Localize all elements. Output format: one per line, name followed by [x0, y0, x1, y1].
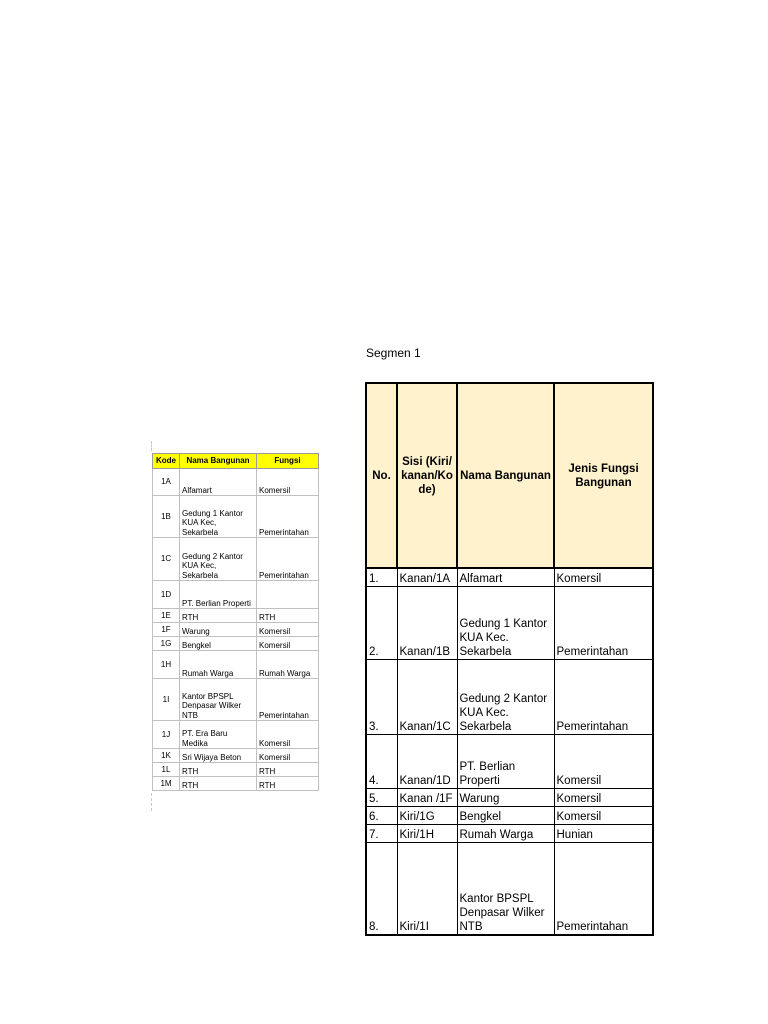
cell-fungsi: RTH	[257, 777, 319, 791]
cell-sisi: Kanan/1C	[397, 659, 457, 734]
cell-fungsi: Rumah Warga	[257, 651, 319, 679]
cell-jenis: Pemerintahan	[554, 842, 653, 935]
cell-no: 2.	[366, 586, 397, 659]
cell-nama: RTH	[180, 763, 257, 777]
cell-kode: 1F	[153, 623, 180, 637]
cell-fungsi: RTH	[257, 763, 319, 777]
cell-nama: RTH	[180, 777, 257, 791]
cell-nama: Gedung 2 Kantor KUA Kec. Sekarbela	[457, 659, 554, 734]
cell-fungsi: Komersil	[257, 637, 319, 651]
segment-title: Segmen 1	[366, 346, 421, 360]
cell-jenis: Komersil	[554, 806, 653, 824]
cell-fungsi: Komersil	[257, 469, 319, 496]
cell-nama: Gedung 2 Kantor KUA Kec, Sekarbela	[180, 538, 257, 581]
cell-jenis: Pemerintahan	[554, 659, 653, 734]
cell-jenis: Hunian	[554, 824, 653, 842]
table-header-row	[153, 454, 319, 469]
cell-no: 1.	[366, 568, 397, 586]
cell-nama: Alfamart	[180, 469, 257, 496]
table-row	[366, 659, 653, 734]
cell-no: 7.	[366, 824, 397, 842]
table-row	[153, 679, 319, 721]
header-sisi: Sisi (Kiri/kanan/Kode)	[397, 383, 457, 568]
table-row	[153, 651, 319, 679]
cell-no: 6.	[366, 806, 397, 824]
cell-sisi: Kiri/1I	[397, 842, 457, 935]
header-kode: Kode	[153, 454, 180, 469]
cell-kode: 1L	[153, 763, 180, 777]
cell-fungsi	[257, 581, 319, 609]
cell-nama: Kantor BPSPL Denpasar Wilker NTB	[457, 842, 554, 935]
cell-kode: 1D	[153, 581, 180, 609]
header-jenis-fungsi: Jenis Fungsi Bangunan	[554, 383, 653, 568]
segment-table	[365, 382, 654, 936]
cell-jenis: Pemerintahan	[554, 586, 653, 659]
cell-kode: 1G	[153, 637, 180, 651]
cell-kode: 1H	[153, 651, 180, 679]
cell-nama: Gedung 1 Kantor KUA Kec, Sekarbela	[180, 496, 257, 538]
cell-fungsi: Pemerintahan	[257, 679, 319, 721]
header-nama-bangunan: Nama Bangunan	[457, 383, 554, 568]
table-row	[153, 581, 319, 609]
cell-no: 8.	[366, 842, 397, 935]
cell-no: 5.	[366, 788, 397, 806]
table-row	[153, 609, 319, 623]
cell-kode: 1K	[153, 749, 180, 763]
cell-sisi: Kanan /1F	[397, 788, 457, 806]
table-row	[153, 763, 319, 777]
cell-nama: Rumah Warga	[180, 651, 257, 679]
cell-no: 3.	[366, 659, 397, 734]
table-row	[366, 734, 653, 788]
cell-fungsi: RTH	[257, 609, 319, 623]
table-row	[153, 637, 319, 651]
table-row	[153, 623, 319, 637]
cell-kode: 1B	[153, 496, 180, 538]
cell-fungsi: Pemerintahan	[257, 496, 319, 538]
cell-no: 4.	[366, 734, 397, 788]
cell-nama: Alfamart	[457, 568, 554, 586]
cell-sisi: Kanan/1D	[397, 734, 457, 788]
table-row	[366, 788, 653, 806]
cell-nama: Rumah Warga	[457, 824, 554, 842]
cell-fungsi: Pemerintahan	[257, 538, 319, 581]
table-row	[366, 806, 653, 824]
cell-kode: 1E	[153, 609, 180, 623]
header-fungsi: Fungsi	[257, 454, 319, 469]
cell-nama: Warung	[457, 788, 554, 806]
table-row	[153, 538, 319, 581]
cell-fungsi: Komersil	[257, 623, 319, 637]
cell-sisi: Kanan/1A	[397, 568, 457, 586]
table-row	[153, 749, 319, 763]
cell-nama: PT. Berlian Properti	[180, 581, 257, 609]
table-row	[366, 842, 653, 935]
cell-nama: PT. Era Baru Medika	[180, 721, 257, 749]
cell-fungsi: Komersil	[257, 749, 319, 763]
cell-nama: Bengkel	[180, 637, 257, 651]
segment-header-row	[366, 383, 653, 568]
table-row	[153, 777, 319, 791]
table-row	[366, 824, 653, 842]
kode-bangunan-table	[152, 453, 319, 791]
cell-sisi: Kiri/1G	[397, 806, 457, 824]
margin-mark-bottom	[151, 793, 152, 811]
cell-jenis: Komersil	[554, 788, 653, 806]
cell-nama: Sri Wijaya Beton	[180, 749, 257, 763]
header-nama-bangunan: Nama Bangunan	[180, 454, 257, 469]
cell-nama: Kantor BPSPL Denpasar Wilker NTB	[180, 679, 257, 721]
cell-sisi: Kanan/1B	[397, 586, 457, 659]
cell-kode: 1M	[153, 777, 180, 791]
table-row	[153, 721, 319, 749]
cell-nama: Warung	[180, 623, 257, 637]
cell-jenis: Komersil	[554, 568, 653, 586]
cell-kode: 1J	[153, 721, 180, 749]
table-row	[366, 568, 653, 586]
cell-sisi: Kiri/1H	[397, 824, 457, 842]
cell-nama: PT. Berlian Properti	[457, 734, 554, 788]
cell-fungsi: Komersil	[257, 721, 319, 749]
cell-nama: Bengkel	[457, 806, 554, 824]
cell-nama: RTH	[180, 609, 257, 623]
cell-jenis: Komersil	[554, 734, 653, 788]
cell-kode: 1A	[153, 469, 180, 496]
cell-kode: 1I	[153, 679, 180, 721]
cell-kode: 1C	[153, 538, 180, 581]
table-row	[153, 496, 319, 538]
table-row	[366, 586, 653, 659]
cell-nama: Gedung 1 Kantor KUA Kec. Sekarbela	[457, 586, 554, 659]
margin-mark-top	[151, 441, 152, 451]
table-row	[153, 469, 319, 496]
header-no: No.	[366, 383, 397, 568]
